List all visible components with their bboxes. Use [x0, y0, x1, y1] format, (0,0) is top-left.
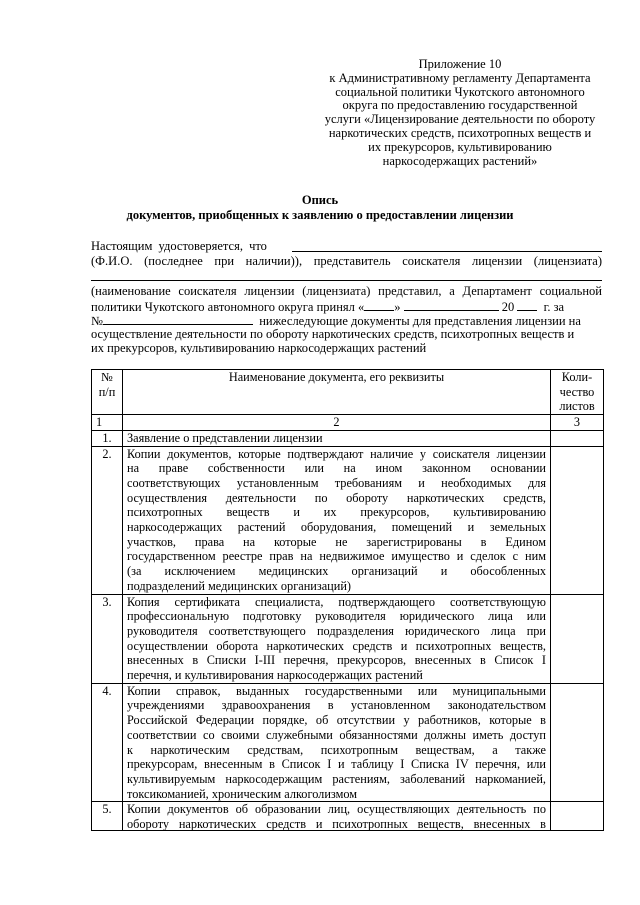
header-name: Наименование документа, его реквизиты [123, 370, 551, 415]
intro-line-5 [91, 313, 581, 328]
sheet-count [551, 802, 604, 831]
column-numbers-row [92, 415, 604, 431]
colnum-3: 3 [551, 415, 604, 431]
table-header-row [92, 370, 604, 415]
appendix-line: к Административному регламенту Департамента [329, 70, 591, 85]
appendix-line: округа по предоставлению государственной [342, 98, 578, 113]
documents-table [91, 369, 604, 831]
intro-line-6: осуществление деятельности по обороту наркотических средств, психотропных веществ и [91, 327, 575, 341]
document-name-line: перечня, и культивирования наркосодержащих растений [127, 668, 423, 683]
appendix-line: социальной политики Чукотского автономного [335, 84, 585, 99]
document-name-line: Копии справок, выданных государственными или муниципальными [127, 683, 546, 698]
appendix-header [300, 58, 620, 168]
document-name [123, 683, 551, 802]
intro-line-5-text: нижеследующие документы для представления лицензии на [259, 314, 581, 328]
header-qty-line: Коли- [561, 370, 593, 384]
document-name-line: Копии документов, которые подтверждают наличие у соискателя лицензии [127, 446, 546, 461]
table-row [92, 430, 604, 446]
document-name-line: к наркотическим средствам, психотропным веществам, а также [127, 742, 546, 757]
document-name-line: Российской Федерации порядке, об отсутствии у работников, которые в [127, 713, 546, 728]
appendix-line: наркотических средств, психотропных веществ и [328, 125, 592, 140]
intro-line-1: Настоящим удостоверяется, что [91, 239, 267, 253]
title-line-1: Опись [301, 193, 339, 207]
document-name-line: учреждениями здравоохранения в установленном законодательством [127, 698, 546, 713]
document-name [123, 430, 551, 446]
appendix-line: наркосодержащих растений» [382, 153, 538, 168]
appendix-line: Приложение 10 [418, 57, 502, 71]
table-row [92, 683, 604, 802]
header-num [92, 370, 123, 415]
header-qty-line: листов [559, 399, 595, 414]
document-name [123, 446, 551, 594]
appendix-line: их прекурсоров, культивированию [368, 139, 552, 154]
applicant-blank [91, 280, 602, 281]
document-name-line: профессиональную подготовку руководителя юридического лица или [127, 609, 546, 624]
document-name-line: осуществления деятельности по обороту наркотических средств, [127, 490, 546, 505]
document-name [123, 594, 551, 683]
intro-line-4-text: политики Чукотского автономного округа принял « [91, 300, 365, 314]
intro-line-7: их прекурсоров, культивированию наркосодержащих растений [91, 341, 427, 355]
sheet-count [551, 430, 604, 446]
document-name-line: внесенных в Списки I-III перечня, прекурсоров, внесенных в Список I [127, 653, 546, 668]
document-name-line: Заявление о представлении лицензии [127, 430, 323, 445]
document-name-line: осуществлении оборота наркотических средств и психотропных веществ, [127, 638, 546, 653]
document-name-line: подразделений медицинских организаций) [127, 578, 352, 593]
document-name-line: наркосодержащих растений оборудования, помещений и земельных [127, 520, 546, 535]
row-number: 5. [92, 802, 123, 831]
document-name-line: прекурсорам, внесенным в Список I и таблицу I Списка IV перечня, или [127, 757, 546, 772]
header-num-line: п/п [98, 384, 116, 399]
fio-blank [292, 251, 602, 252]
sheet-count [551, 594, 604, 683]
month-blank [404, 299, 499, 311]
row-number: 2. [92, 446, 123, 594]
document-name-line: Копии документов об образовании лиц, осуществляющих деятельность по [127, 802, 546, 817]
intro-year-prefix: 20 [501, 300, 515, 314]
intro-line-4-quote: » [394, 300, 401, 314]
document-name-line: соответствии со своими служебными обязанностями должны иметь доступ [127, 727, 546, 742]
document-title [0, 193, 640, 223]
header-qty-line: чество [559, 384, 595, 399]
row-number: 3. [92, 594, 123, 683]
table-row [92, 802, 604, 831]
header-num-line: № [101, 370, 113, 384]
intro-line-4 [91, 299, 564, 314]
document-name-line: государственном реестре прав на недвижимое имущество и сделок с ним [127, 549, 546, 564]
sheet-count [551, 446, 604, 594]
day-blank [364, 299, 394, 311]
sheet-count [551, 683, 604, 802]
intro-line-2: (Ф.И.О. (последнее при наличии)), представитель соискателя лицензии (лицензиата) [91, 254, 602, 268]
document-name-line: (за исключением медицинских организаций и обособленных [127, 564, 546, 579]
colnum-1: 1 [92, 415, 123, 431]
header-qty [551, 370, 604, 415]
table-row [92, 594, 604, 683]
document-name-line: Копия сертификата специалиста, подтверждающего соответствующую [127, 594, 546, 609]
document-name-line: на праве собственности или на ином законном основании [127, 461, 546, 476]
document-name-line: руководителя соответствующего подразделения юридического лица при [127, 623, 546, 638]
document-name-line: культивируемым наркосодержащим растениям, заболеваний наркоманией, [127, 771, 546, 786]
document-name-line: обороту наркотических средств и психотропных веществ, внесенных в [127, 817, 546, 831]
intro-line-3: (наименование соискателя лицензии (лицензиата) представил, а Департамент социальной [91, 284, 602, 298]
document-name-line: психотропных веществ и их прекурсоров, культивированию [127, 505, 546, 520]
document-name-line: токсикоманией, хроническим алкоголизмом [127, 786, 358, 801]
appendix-line: услуги «Лицензирование деятельности по обороту [324, 112, 596, 127]
number-blank [103, 313, 253, 325]
title-line-2: документов, приобщенных к заявлению о предоставлении лицензии [126, 208, 514, 222]
document-name-line: соответствующих установленным требованиям и необходимых для [127, 475, 546, 490]
document-name [123, 802, 551, 831]
colnum-2: 2 [123, 415, 551, 431]
row-number: 1. [92, 430, 123, 446]
year-blank [517, 299, 537, 311]
table-body [92, 430, 604, 831]
intro-year-suffix: г. за [543, 300, 565, 314]
table-row [92, 446, 604, 594]
number-sign: № [91, 314, 103, 328]
row-number: 4. [92, 683, 123, 802]
document-name-line: участков, права на которые не зарегистрированы в Едином [127, 534, 546, 549]
